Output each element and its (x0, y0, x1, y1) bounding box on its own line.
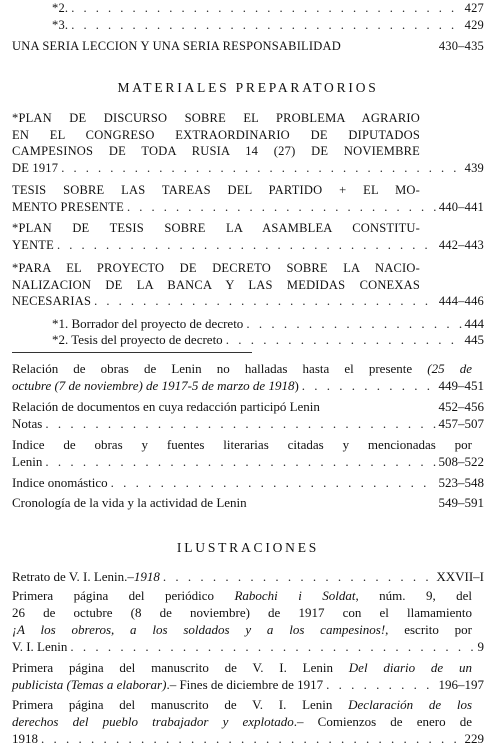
toc-entry-page: 457–507 (438, 416, 484, 431)
toc-entry (0, 415, 496, 432)
toc-entry-page: 508–522 (438, 454, 484, 469)
toc-entry-label: Notas (12, 416, 43, 431)
toc-entry-text: Relación de obras de Lenin no halladas hasta el presente (12, 361, 413, 376)
toc-entry-page: XXVII–I (436, 569, 484, 584)
toc-entry-line: Indice de obras y fuentes literarias citadas y mencionadas por (12, 437, 472, 452)
toc-entry (0, 331, 496, 348)
toc-entry: Primera página del manuscrito de V. I. Lenin Declaración de los derechos del pueblo trabajador y explotado.– Comienzos de enero de 1918 . . . 229 (0, 696, 496, 747)
toc-entry-label: *2. Tesis del proyecto de decreto (52, 332, 223, 347)
toc-entry-page: 430–435 (438, 39, 484, 53)
toc-entry-label: DE 1917 (12, 160, 59, 175)
toc-entry-page: 9 (477, 639, 484, 654)
toc-entry: Primera página del manuscrito de V. I. Lenin Del diario de un publicista (Temas a elaborar).– Fines de diciembre de 1917 . . . 196–197 (0, 659, 496, 693)
toc-entry (0, 398, 496, 415)
toc-entry (0, 436, 496, 470)
toc-entry (0, 17, 496, 34)
toc-entry (0, 0, 496, 17)
toc-entry (0, 220, 496, 253)
toc-entry-line: *PLAN DE DISCURSO SOBRE EL PROBLEMA AGRARIO (12, 111, 420, 125)
toc-entry-label: NECESARIAS (12, 294, 92, 308)
toc-entry-label: Indice onomástico (12, 475, 108, 490)
toc-entry-label: Retrato de V. I. Lenin.– (12, 569, 134, 584)
toc-entry-page: 549–591 (438, 495, 484, 510)
toc-entry-line: *PLAN DE TESIS SOBRE LA ASAMBLEA CONSTITU- (12, 221, 420, 235)
toc-entry-label: Lenin (12, 454, 43, 469)
toc-entry-italic: octubre (7 de noviembre) de 1917-5 de marzo de 1918 (12, 378, 295, 393)
toc-entry-label: UNA SERIA LECCION Y UNA SERIA RESPONSABILIDAD (12, 39, 341, 53)
toc-entry-line: EN EL CONGRESO EXTRAORDINARIO DE DIPUTADOS (12, 127, 420, 142)
section-rule (12, 352, 252, 353)
toc-entry-italic: 1918 (133, 569, 160, 584)
toc-entry (0, 182, 496, 215)
toc-entry-page: 452–456 (438, 399, 484, 414)
toc-entry-page: 229 (464, 731, 484, 746)
toc-entry: Relación de obras de Lenin no halladas hasta el presente (25 de octubre (7 de noviembre) de 1917-5 de marzo de 1918) . . . 449–451 (0, 360, 496, 394)
toc-entry: Primera página del periódico Rabochi i Soldat, núm. 9, del 26 de octubre (8 de noviembre) de 1917 con el llamamiento ¡A los obreros, a los soldados y a los campesinos!, escrito por V. I. Lenin . . . 9 (0, 587, 496, 655)
toc-entry-label: *2. (52, 1, 69, 15)
toc-entry (0, 38, 496, 55)
toc-entry-label: *3. (52, 18, 69, 32)
toc-entry-label: YENTE (12, 237, 54, 252)
toc-entry (0, 474, 496, 491)
toc-entry-label: Cronología de la vida y la actividad de Lenin (12, 495, 247, 510)
toc-entry (0, 110, 496, 176)
toc-entry-page: 427 (464, 1, 484, 15)
toc-entry-line: *PARA EL PROYECTO DE DECRETO SOBRE LA NACIO- (12, 261, 420, 275)
toc-entry-page: 444 (464, 316, 484, 331)
section-heading-ilustraciones: ILUSTRACIONES (176, 540, 320, 555)
toc-entry-line: TESIS SOBRE LAS TAREAS DEL PARTIDO + EL MO- (12, 183, 420, 197)
toc-entry (0, 260, 496, 310)
toc-entry (0, 494, 496, 511)
toc-entry-page: 439 (464, 160, 484, 175)
toc-entry-label: MENTO PRESENTE (12, 199, 124, 214)
toc-entry-page: 440–441 (438, 199, 484, 214)
toc-entry-line: NALIZACION DE LA BANCA Y LAS MEDIDAS CONEXAS (12, 277, 420, 292)
toc-entry-italic: (25 de (427, 361, 472, 376)
toc-entry-page: 445 (464, 332, 484, 347)
toc-entry-page: 429 (464, 18, 484, 32)
toc-entry-page: 444–446 (438, 294, 484, 308)
toc-entry-line: 26 de octubre (8 de noviembre) de 1917 con el llamamiento (12, 605, 472, 620)
toc-entry-line: CAMPESINOS DE TODA RUSIA 14 (27) DE NOVIEMBRE (12, 144, 420, 158)
toc-entry-label: V. I. Lenin (12, 639, 68, 654)
toc-entry-label: *1. Borrador del proyecto de decreto (52, 316, 244, 331)
toc-entry (0, 315, 496, 332)
toc-entry-label: 1918 (12, 731, 38, 746)
toc-entry (0, 568, 496, 585)
toc-entry-page: 449–451 (438, 378, 484, 393)
toc-entry-label: Relación de documentos en cuya redacción participó Lenin (12, 399, 320, 414)
toc-entry-page: 523–548 (438, 475, 484, 490)
toc-entry-page: 442–443 (438, 237, 484, 252)
section-heading-materiales: MATERIALES PREPARATORIOS (117, 80, 379, 95)
toc-entry-page: 196–197 (438, 677, 484, 692)
